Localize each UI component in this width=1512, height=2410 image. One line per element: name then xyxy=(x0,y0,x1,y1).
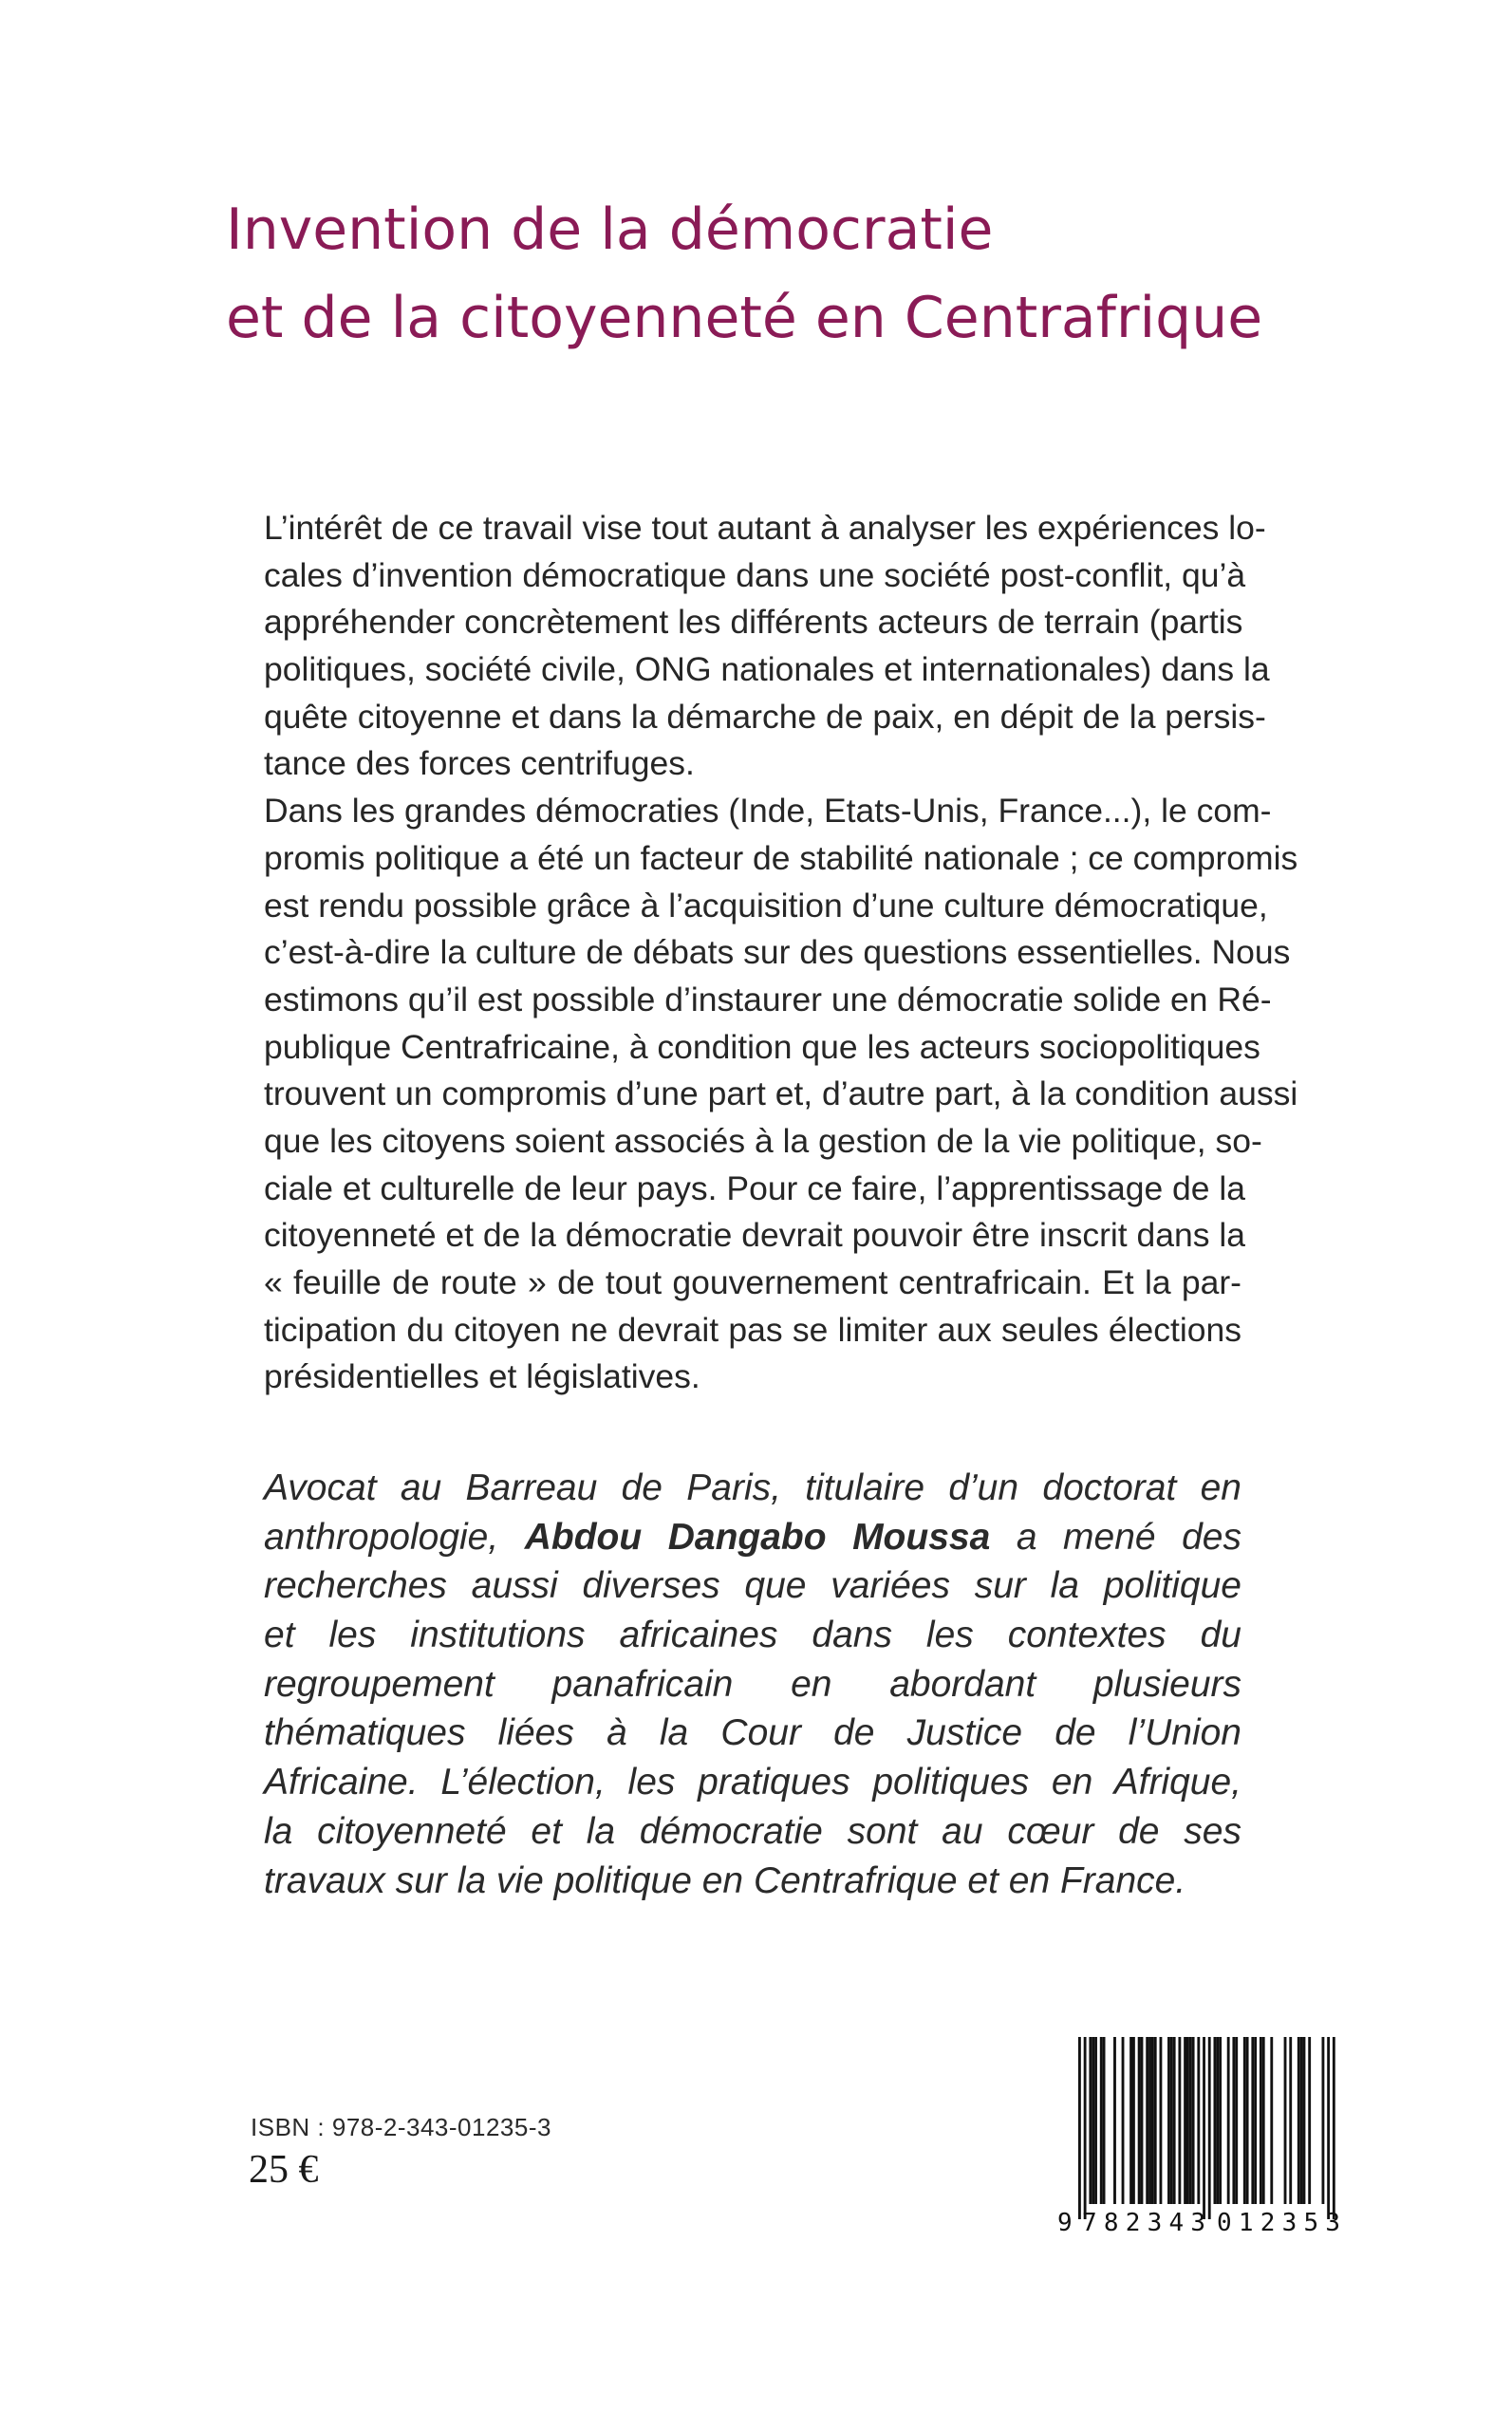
barcode-bar xyxy=(1189,2037,1192,2204)
barcode-bar xyxy=(1141,2037,1144,2204)
title-line-2: et de la citoyenneté en Centrafrique xyxy=(226,285,1263,351)
barcode-bar xyxy=(1262,2037,1265,2204)
barcode-bar xyxy=(1132,2037,1135,2204)
isbn-number: ISBN : 978-2-343-01235-3 xyxy=(251,2113,551,2141)
barcode-bar xyxy=(1208,2037,1211,2219)
barcode-bar xyxy=(1284,2037,1287,2204)
barcode-bar xyxy=(1308,2037,1311,2204)
barcode xyxy=(1054,2037,1357,2236)
barcode-bar xyxy=(1092,2037,1094,2204)
barcode-bar xyxy=(1322,2037,1325,2204)
barcode-bar xyxy=(1297,2037,1300,2204)
summary-text xyxy=(264,505,1298,1401)
summary-line: appréhender concrètement les différents acteurs de terrain (partis xyxy=(264,603,1243,642)
summary-line: est rendu possible grâce à l’acquisition d’une culture démocratique, xyxy=(264,886,1268,925)
barcode-bar xyxy=(1232,2037,1235,2204)
bio-line: thématiques liées à la Cour de Justice de l’Union xyxy=(264,1712,1241,1754)
summary-line: politiques, société civile, ONG nationales et internationales) dans la xyxy=(264,650,1270,689)
author-name: Abdou Dangabo Moussa xyxy=(524,1516,991,1558)
summary-line: tance des forces centrifuges. xyxy=(264,744,695,783)
title-line-1: Invention de la démocratie xyxy=(226,196,994,263)
barcode-bar xyxy=(1254,2037,1257,2204)
barcode-bar xyxy=(1167,2037,1170,2204)
barcode-bar xyxy=(1251,2037,1254,2204)
barcode-bar xyxy=(1214,2037,1217,2204)
summary-line: Dans les grandes démocraties (Inde, Etats-Unis, France...), le com- xyxy=(264,792,1272,831)
barcode-bar xyxy=(1227,2037,1230,2204)
bio-text-fragment: a mené des xyxy=(1016,1516,1241,1558)
barcode-bar xyxy=(1246,2037,1249,2204)
barcode-left-digits: 782343 xyxy=(1082,2209,1205,2236)
barcode-bar xyxy=(1170,2037,1173,2204)
summary-line: présidentielles et législatives. xyxy=(264,1357,700,1396)
barcode-bar xyxy=(1103,2037,1106,2204)
bio-line: regroupement panafricain en abordant plusieurs xyxy=(264,1663,1241,1705)
bio-line: et les institutions africaines dans les contextes du xyxy=(264,1615,1241,1656)
summary-line: que les citoyens soient associés à la gestion de la vie politique, so- xyxy=(264,1121,1262,1160)
barcode-bar xyxy=(1113,2037,1116,2204)
barcode-bar xyxy=(1219,2037,1222,2204)
barcode-bar xyxy=(1178,2037,1181,2204)
barcode-bar xyxy=(1270,2037,1273,2204)
barcode-bar xyxy=(1160,2037,1163,2204)
summary-line: publique Centrafricaine, à condition que les acteurs sociopolitiques xyxy=(264,1027,1260,1066)
barcode-bar xyxy=(1094,2037,1097,2204)
bio-line: recherches aussi diverses que variées sur la politique xyxy=(264,1565,1241,1607)
barcode-bar xyxy=(1173,2037,1176,2204)
barcode-bar xyxy=(1089,2037,1092,2204)
summary-line: c’est-à-dire la culture de débats sur des questions essentielles. Nous xyxy=(264,933,1291,972)
barcode-bar xyxy=(1146,2037,1148,2204)
barcode-bar xyxy=(1184,2037,1186,2204)
barcode-bar xyxy=(1300,2037,1303,2204)
barcode-bar xyxy=(1122,2037,1125,2204)
barcode-first-digit: 9 xyxy=(1057,2209,1073,2236)
barcode-bar xyxy=(1203,2037,1205,2219)
bio-line xyxy=(264,1513,1241,1562)
barcode-bar xyxy=(1333,2037,1335,2219)
barcode-bar xyxy=(1138,2037,1141,2204)
barcode-bar xyxy=(1078,2037,1081,2219)
summary-line: quête citoyenne et dans la démarche de paix, en dépit de la persis- xyxy=(264,697,1266,736)
barcode-bar xyxy=(1186,2037,1189,2204)
barcode-bar xyxy=(1216,2037,1219,2204)
barcode-bar xyxy=(1192,2037,1195,2204)
barcode-bar xyxy=(1303,2037,1306,2204)
bio-line: travaux sur la vie politique en Centrafrique et en France. xyxy=(264,1859,1186,1901)
author-bio xyxy=(264,1464,1241,1905)
barcode-bar xyxy=(1154,2037,1157,2204)
bio-line: la citoyenneté et la démocratie sont au cœur de ses xyxy=(264,1810,1241,1852)
barcode-bar xyxy=(1100,2037,1103,2204)
barcode-bar xyxy=(1327,2037,1330,2219)
price-label: 25 € xyxy=(249,2148,319,2192)
barcode-bar xyxy=(1260,2037,1262,2204)
barcode-bar xyxy=(1197,2037,1200,2204)
summary-line: ciale et culturelle de leur pays. Pour ce faire, l’apprentissage de la xyxy=(264,1168,1246,1207)
summary-line: trouvent un compromis d’une part et, d’autre part, à la condition aussi xyxy=(264,1074,1298,1113)
barcode-bar xyxy=(1129,2037,1132,2204)
summary-line: cales d’invention démocratique dans une société post-conflit, qu’à xyxy=(264,555,1246,594)
barcode-bar xyxy=(1243,2037,1246,2204)
summary-line: citoyenneté et de la démocratie devrait pouvoir être inscrit dans la xyxy=(264,1216,1246,1255)
barcode-right-digits: 012353 xyxy=(1217,2209,1340,2236)
summary-line: ticipation du citoyen ne devrait pas se limiter aux seules élections xyxy=(264,1310,1241,1349)
barcode-bar xyxy=(1289,2037,1292,2204)
bio-text-fragment: anthropologie, xyxy=(264,1516,499,1558)
barcode-bar xyxy=(1084,2037,1087,2219)
bio-line: Africaine. L’élection, les pratiques politiques en Afrique, xyxy=(264,1762,1241,1803)
summary-line: « feuille de route » de tout gouvernement centrafricain. Et la par- xyxy=(264,1263,1241,1301)
summary-line: estimons qu’il est possible d’instaurer une démocratie solide en Ré- xyxy=(264,980,1272,1018)
book-title xyxy=(226,186,1365,363)
summary-line: L’intérêt de ce travail vise tout autant à analyser les expériences lo- xyxy=(264,509,1266,547)
summary-line: promis politique a été un facteur de stabilité nationale ; ce compromis xyxy=(264,838,1298,877)
barcode-bars xyxy=(1078,2037,1335,2219)
bio-line: Avocat au Barreau de Paris, titulaire d’un doctorat en xyxy=(264,1467,1241,1508)
barcode-bar xyxy=(1151,2037,1154,2204)
barcode-bar xyxy=(1148,2037,1151,2204)
barcode-bar xyxy=(1235,2037,1238,2204)
